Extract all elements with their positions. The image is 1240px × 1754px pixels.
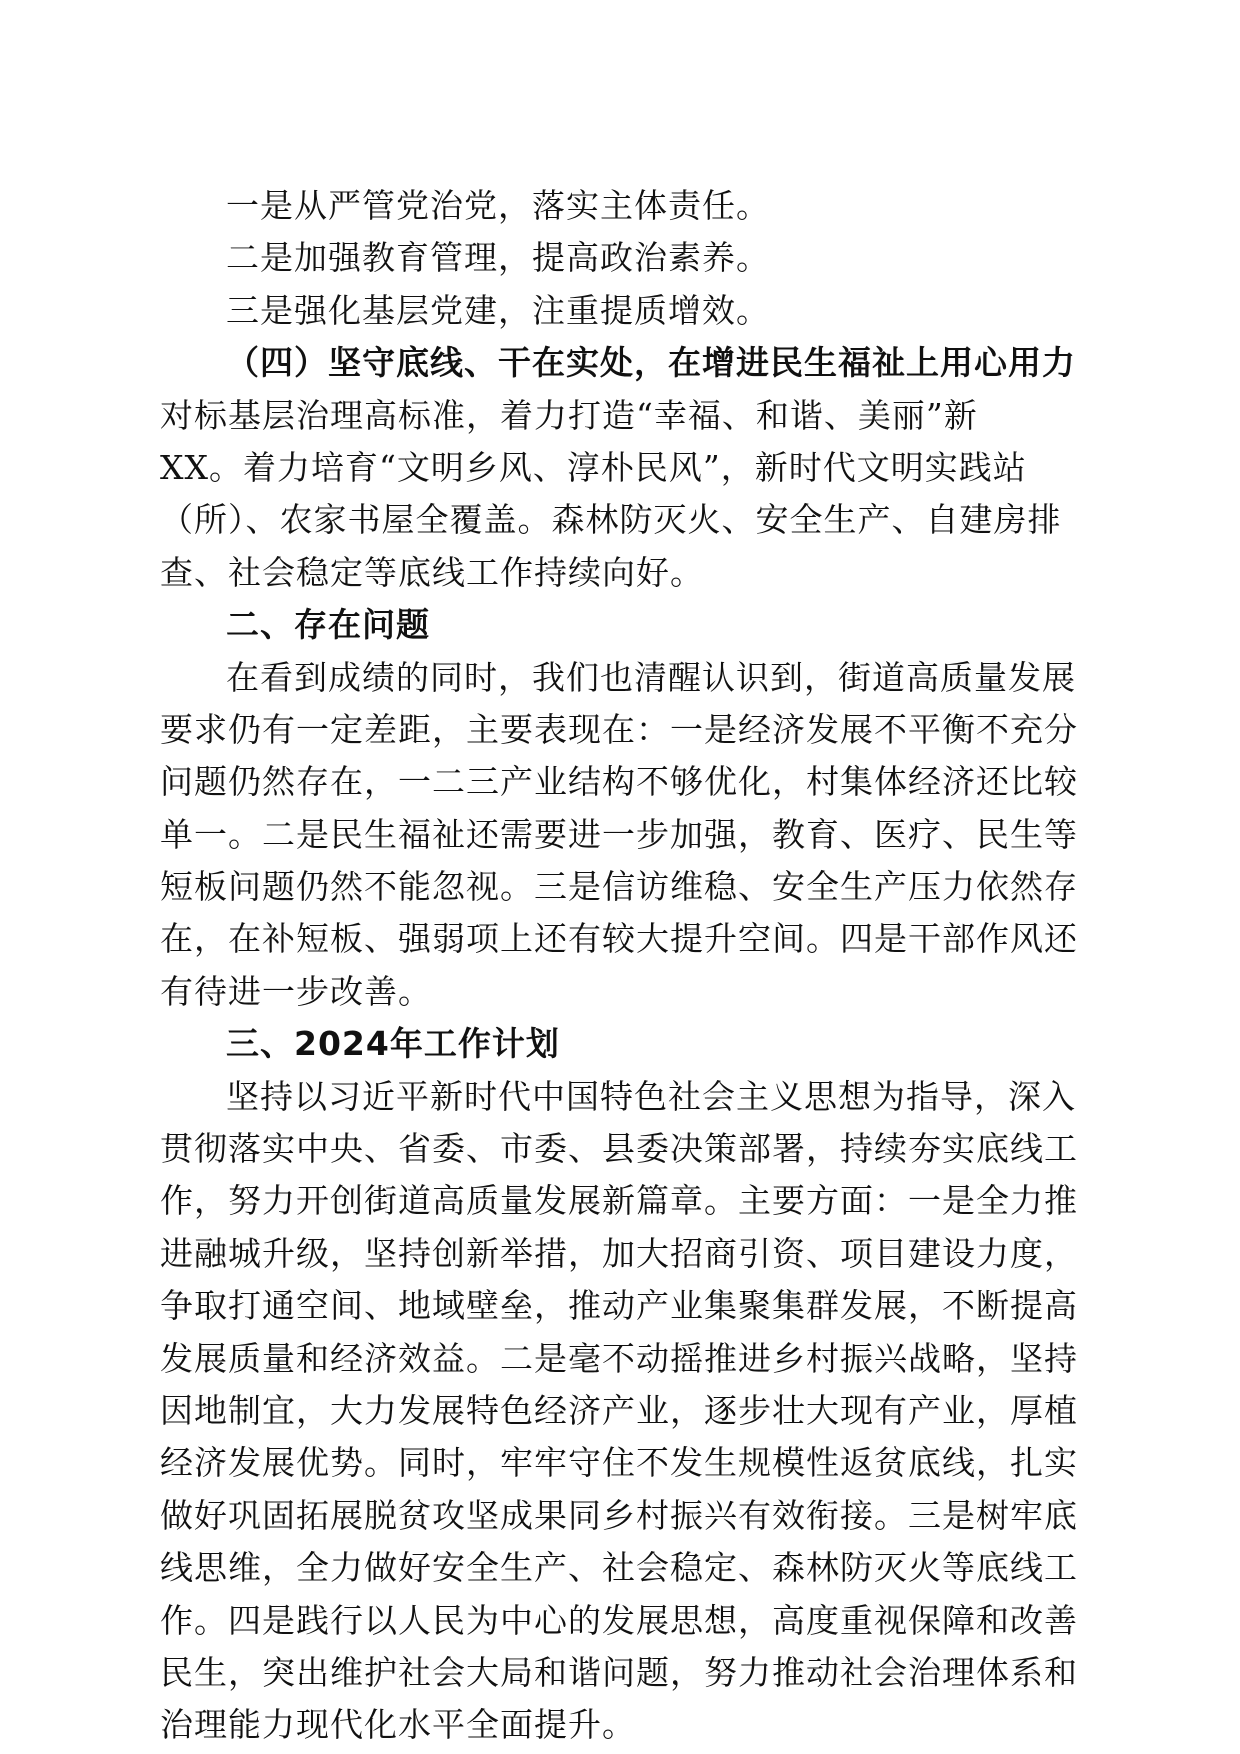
- paragraph-line: 作。四是践行以人民为中心的发展思想，高度重视保障和改善: [160, 1600, 1078, 1640]
- paragraph-line: 作，努力开创街道高质量发展新篇章。主要方面：一是全力推: [160, 1181, 1078, 1221]
- paragraph-line: 线思维，全力做好安全生产、社会稳定、森林防灭火等底线工: [160, 1548, 1078, 1588]
- subsection-heading: （四）坚守底线、干在实处，在增进民生福祉上用心用力: [226, 343, 1076, 383]
- paragraph-line: 短板问题仍然不能忽视。三是信访维稳、安全生产压力依然存: [160, 867, 1078, 907]
- paragraph-line: 经济发展优势。同时，牢牢守住不发生规模性返贫底线，扎实: [160, 1443, 1078, 1483]
- paragraph-line: 一是从严管党治党，落实主体责任。: [226, 186, 770, 225]
- paragraph-line: 进融城升级，坚持创新举措，加大招商引资、项目建设力度，: [160, 1233, 1078, 1273]
- paragraph-line: XX。着力培育“文明乡风、淳朴民风”，新时代文明实践站: [160, 447, 1027, 487]
- document-body: [160, 180, 1080, 1752]
- section-heading: 三、2024年工作计划: [226, 1024, 560, 1064]
- paragraph-line: 治理能力现代化水平全面提升。: [160, 1705, 636, 1745]
- paragraph-line: 要求仍有一定差距，主要表现在：一是经济发展不平衡不充分: [160, 709, 1078, 749]
- paragraph-line: 在，在补短板、强弱项上还有较大提升空间。四是干部作风还: [160, 919, 1078, 959]
- paragraph-line: 对标基层治理高标准，着力打造“幸福、和谐、美丽”新: [160, 395, 978, 435]
- paragraph-line: 坚持以习近平新时代中国特色社会主义思想为指导，深入: [226, 1076, 1076, 1116]
- paragraph-line: 做好巩固拓展脱贫攻坚成果同乡村振兴有效衔接。三是树牢底: [160, 1495, 1078, 1535]
- paragraph-line: 查、社会稳定等底线工作持续向好。: [160, 552, 704, 592]
- paragraph-line: 有待进一步改善。: [160, 971, 432, 1011]
- paragraph-line: 贯彻落实中央、省委、市委、县委决策部署，持续夯实底线工: [160, 1129, 1078, 1169]
- paragraph-line: 发展质量和经济效益。二是毫不动摇推进乡村振兴战略，坚持: [160, 1338, 1078, 1378]
- section-heading: 二、存在问题: [226, 605, 430, 645]
- paragraph-line: 在看到成绩的同时，我们也清醒认识到，街道高质量发展: [226, 657, 1076, 697]
- paragraph-line: 问题仍然存在，一二三产业结构不够优化，村集体经济还比较: [160, 762, 1078, 802]
- paragraph-line: 单一。二是民生福祉还需要进一步加强，教育、医疗、民生等: [160, 814, 1078, 854]
- paragraph-line: 民生，突出维护社会大局和谐问题，努力推动社会治理体系和: [160, 1652, 1078, 1692]
- paragraph-line: 二是加强教育管理，提高政治素养。: [226, 238, 770, 278]
- paragraph-line: （所）、农家书屋全覆盖。森林防灭火、安全生产、自建房排: [160, 500, 1062, 540]
- paragraph-line: 三是强化基层党建，注重提质增效。: [226, 290, 770, 330]
- paragraph-line: 因地制宜，大力发展特色经济产业，逐步壮大现有产业，厚植: [160, 1390, 1078, 1430]
- paragraph-line: 争取打通空间、地域壁垒，推动产业集聚集群发展，不断提高: [160, 1286, 1078, 1326]
